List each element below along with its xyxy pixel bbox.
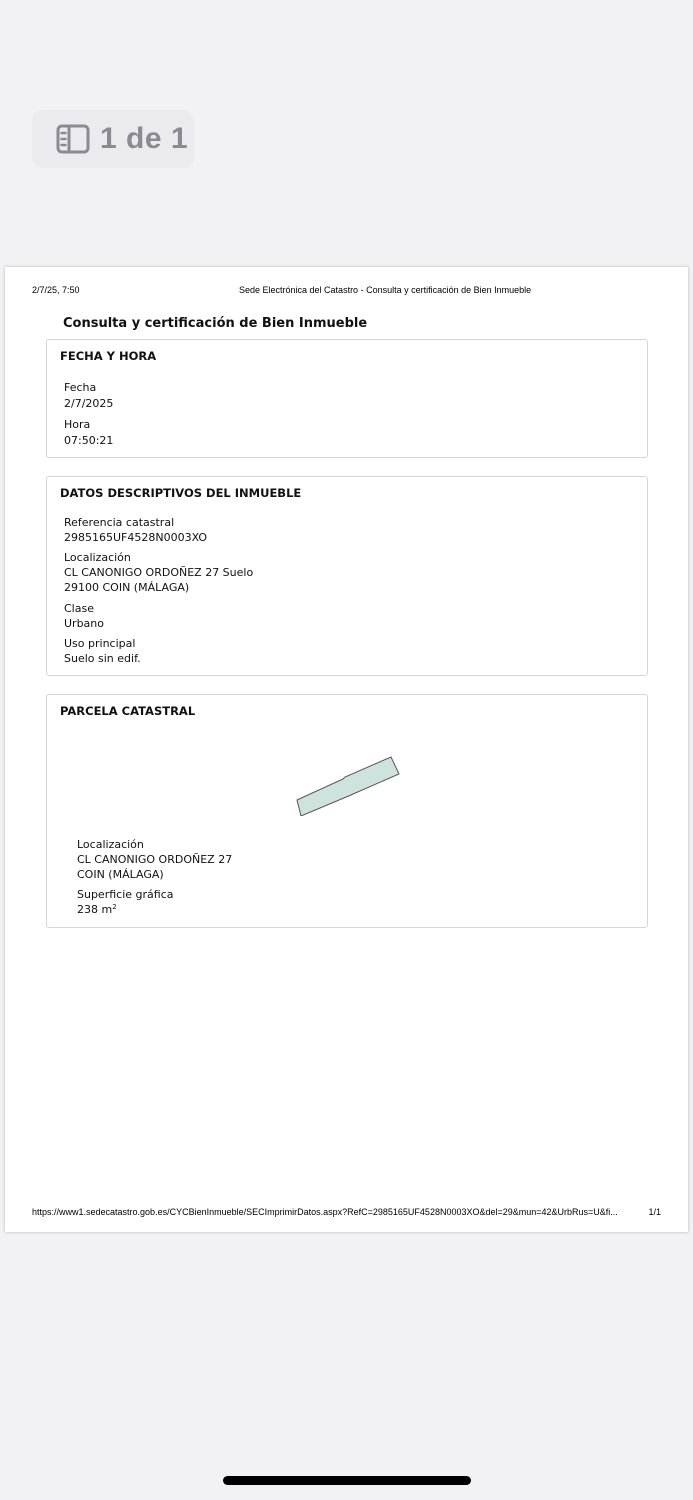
fecha-field	[64, 380, 113, 411]
superficie-field	[77, 887, 174, 917]
localizacion-line1: CL CANONIGO ORDOÑEZ 27 Suelo	[64, 566, 254, 579]
clase-value: Urbano	[64, 617, 104, 630]
panel-heading: PARCELA CATASTRAL	[60, 704, 196, 718]
superficie-value	[77, 902, 174, 917]
clase-field	[64, 601, 104, 631]
print-url: https://www1.sedecatastro.gob.es/CYCBienInmueble/SECImprimirDatos.aspx?RefC=2985165UF4528N0003XO&del=29&mun=42&UrbRus=U&fi...	[32, 1207, 618, 1217]
localizacion-line2: 29100 COIN (MÁLAGA)	[64, 581, 190, 594]
document-page	[5, 267, 688, 1232]
uso-value: Suelo sin edif.	[64, 652, 141, 665]
uso-label: Uso principal	[64, 637, 136, 650]
panel-datos-descriptivos	[46, 476, 648, 676]
sidebar-toggle-icon	[56, 124, 90, 154]
hora-label: Hora	[64, 418, 91, 431]
clase-label: Clase	[64, 602, 94, 615]
print-site-title: Sede Electrónica del Catastro - Consulta y certificación de Bien Inmueble	[239, 285, 532, 295]
hora-field	[64, 417, 113, 448]
page-count: 1 de 1	[100, 122, 189, 155]
page-indicator[interactable]	[32, 110, 194, 168]
panel-heading: DATOS DESCRIPTIVOS DEL INMUEBLE	[60, 486, 302, 500]
panel-heading: FECHA Y HORA	[60, 349, 157, 363]
parcel-map	[295, 752, 405, 816]
parcel-shape	[297, 757, 399, 816]
superficie-exponent: 2	[112, 903, 117, 911]
referencia-field	[64, 515, 207, 545]
parcela-localizacion-label: Localización	[77, 838, 144, 851]
fecha-label: Fecha	[64, 381, 97, 394]
panel-parcela-catastral	[46, 694, 648, 928]
home-indicator[interactable]	[223, 1476, 471, 1485]
parcela-localizacion-field	[77, 837, 232, 882]
parcela-localizacion-line2: COIN (MÁLAGA)	[77, 868, 164, 881]
localizacion-label: Localización	[64, 551, 131, 564]
referencia-value: 2985165UF4528N0003XO	[64, 531, 208, 544]
superficie-number: 238 m	[77, 903, 113, 916]
fecha-value: 2/7/2025	[64, 397, 114, 410]
panel-fecha-hora	[46, 339, 648, 458]
parcela-localizacion-line1: CL CANONIGO ORDOÑEZ 27	[77, 853, 233, 866]
localizacion-field	[64, 550, 253, 595]
referencia-label: Referencia catastral	[64, 516, 175, 529]
print-page-number: 1/1	[648, 1207, 661, 1217]
superficie-label: Superficie gráfica	[77, 888, 174, 901]
uso-field	[64, 636, 141, 666]
document-title: Consulta y certificación de Bien Inmueble	[63, 316, 368, 331]
hora-value: 07:50:21	[64, 434, 114, 447]
print-datetime: 2/7/25, 7:50	[32, 285, 80, 295]
